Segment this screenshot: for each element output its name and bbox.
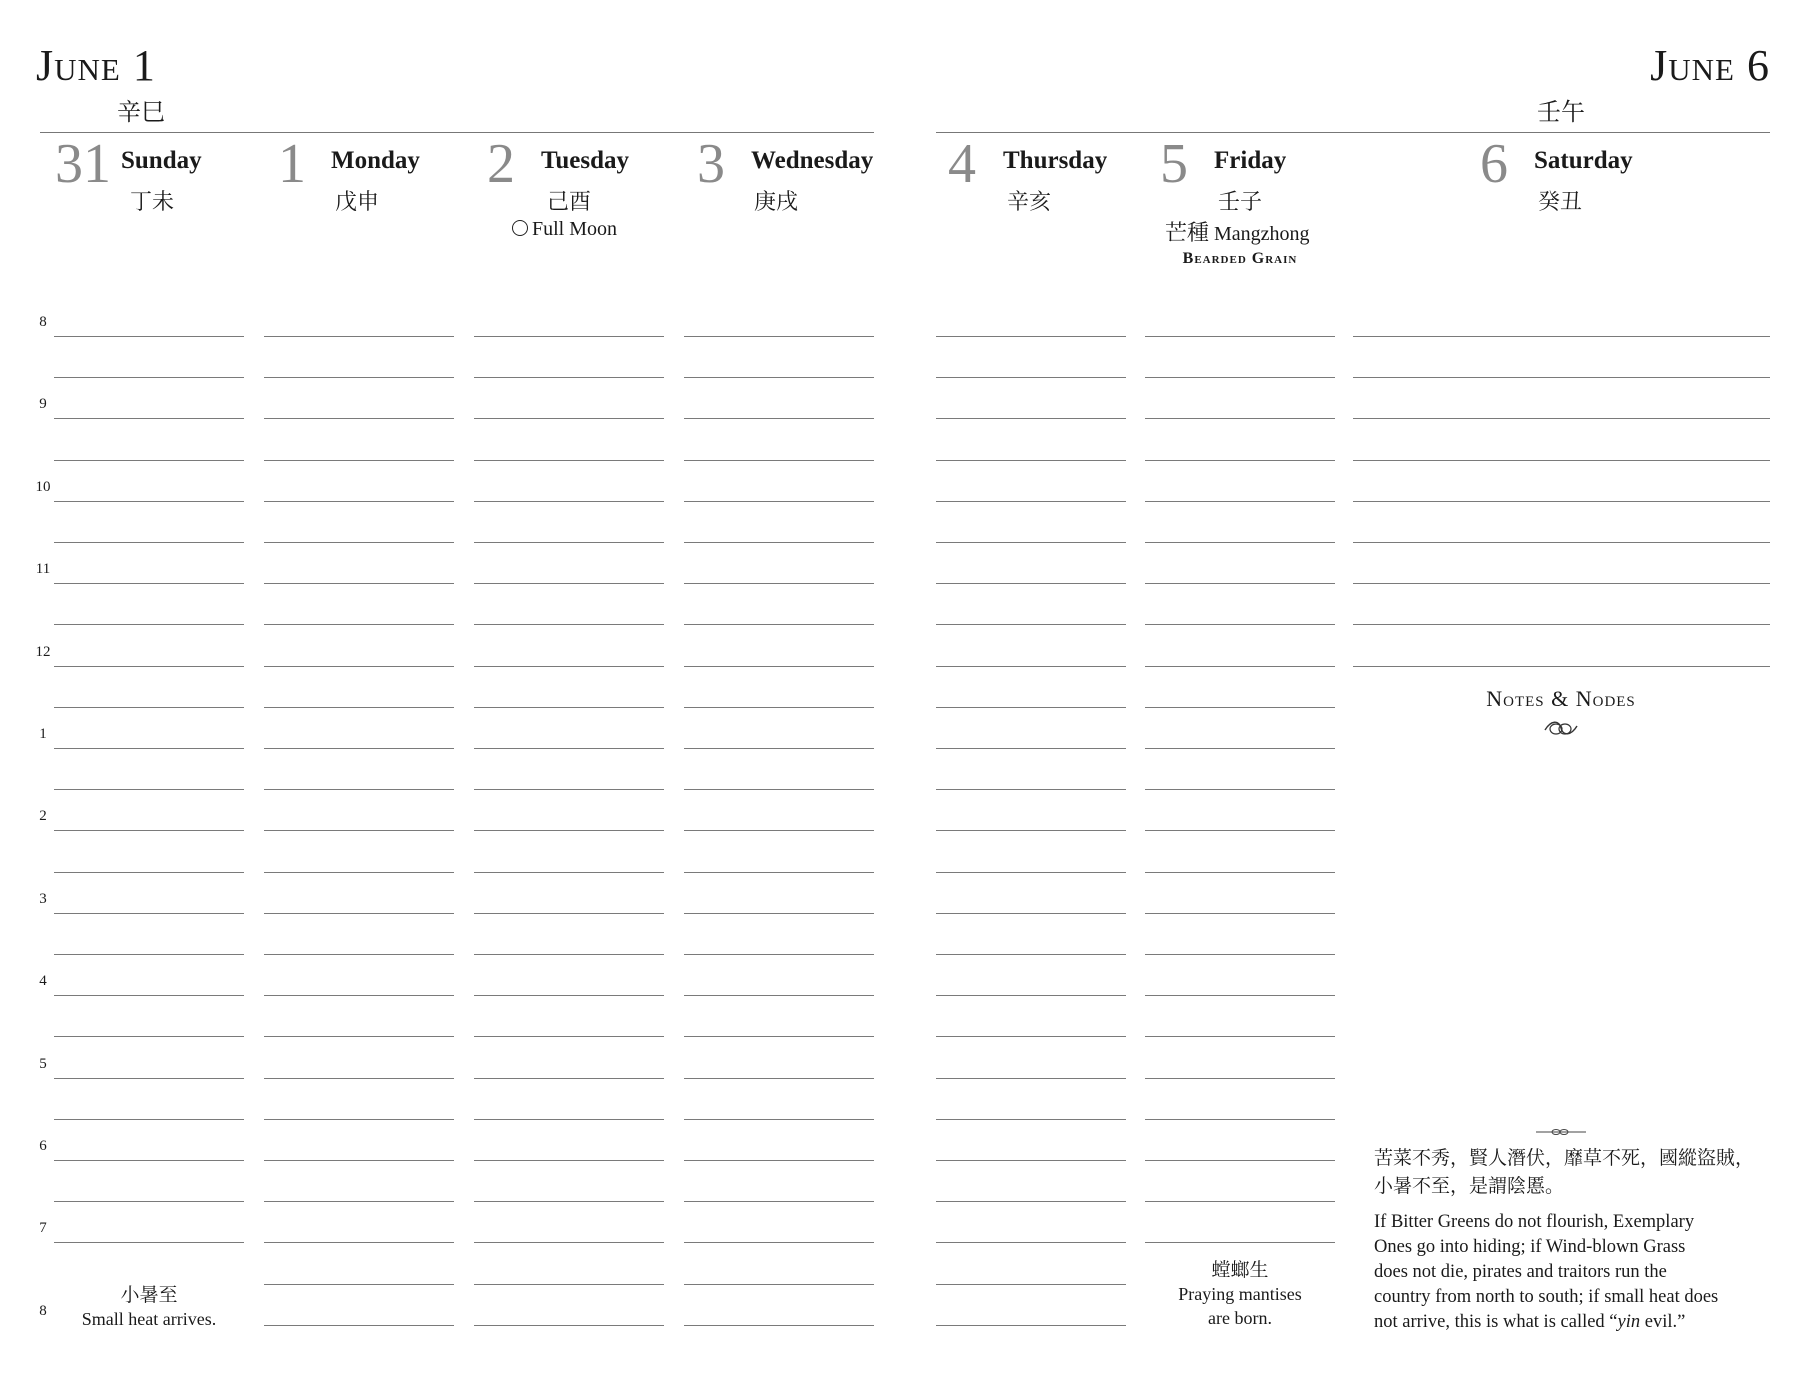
writing-line-monday[interactable] bbox=[264, 748, 454, 749]
writing-line-tuesday[interactable] bbox=[474, 1201, 664, 1202]
writing-line-friday[interactable] bbox=[1145, 1036, 1335, 1037]
writing-line-tuesday[interactable] bbox=[474, 583, 664, 584]
writing-line-wednesday[interactable] bbox=[684, 1201, 874, 1202]
left-page-ganzhi: 辛巳 bbox=[117, 98, 165, 126]
writing-line-tuesday[interactable] bbox=[474, 707, 664, 708]
writing-line-monday[interactable] bbox=[264, 583, 454, 584]
writing-line-saturday[interactable] bbox=[1353, 542, 1770, 543]
right-page-ganzhi: 壬午 bbox=[1537, 98, 1585, 126]
day-number: 3 bbox=[697, 133, 725, 195]
hour-label: 6 bbox=[39, 1138, 47, 1154]
hour-label: 5 bbox=[39, 1055, 47, 1072]
hour-label: 7 bbox=[39, 1220, 47, 1237]
writing-line-wednesday[interactable] bbox=[684, 1284, 874, 1285]
writing-line-wednesday[interactable] bbox=[684, 995, 874, 996]
writing-line-sunday[interactable] bbox=[54, 1242, 244, 1243]
writing-line-thursday[interactable] bbox=[936, 1284, 1126, 1285]
writing-line-monday[interactable] bbox=[264, 1284, 454, 1285]
writing-line-thursday[interactable] bbox=[936, 748, 1126, 749]
solar-term bbox=[1165, 216, 1310, 247]
writing-line-tuesday[interactable] bbox=[474, 1242, 664, 1243]
quote-en-line4: country from north to south; if small heat does bbox=[1374, 1287, 1719, 1307]
writing-line-tuesday[interactable] bbox=[474, 460, 664, 461]
friday-footer-en-line1: Praying mantises bbox=[1178, 1284, 1302, 1304]
hour-label: 10 bbox=[35, 478, 51, 495]
writing-line-sunday[interactable] bbox=[54, 1078, 244, 1079]
writing-line-tuesday[interactable] bbox=[474, 872, 664, 873]
writing-line-saturday[interactable] bbox=[1353, 583, 1770, 584]
writing-line-thursday[interactable] bbox=[936, 1160, 1126, 1161]
solar-term-zh: 芒種 bbox=[1165, 221, 1210, 246]
flourish-ornament-icon bbox=[1543, 718, 1579, 742]
writing-line-wednesday[interactable] bbox=[684, 707, 874, 708]
writing-line-thursday[interactable] bbox=[936, 1119, 1126, 1120]
writing-line-thursday[interactable] bbox=[936, 1078, 1126, 1079]
writing-line-thursday[interactable] bbox=[936, 542, 1126, 543]
writing-line-thursday[interactable] bbox=[936, 1242, 1126, 1243]
day-name: Tuesday bbox=[541, 147, 630, 174]
writing-line-tuesday[interactable] bbox=[474, 1119, 664, 1120]
writing-line-tuesday[interactable] bbox=[474, 377, 664, 378]
writing-line-tuesday[interactable] bbox=[474, 1325, 664, 1326]
right-page-title: June 6 bbox=[1650, 41, 1770, 90]
writing-line-saturday[interactable] bbox=[1353, 460, 1770, 461]
writing-line-saturday[interactable] bbox=[1353, 666, 1770, 667]
full-moon-label: Full Moon bbox=[532, 218, 618, 240]
quote-en-line3: does not die, pirates and traitors run the bbox=[1374, 1262, 1667, 1282]
writing-line-monday[interactable] bbox=[264, 460, 454, 461]
writing-line-sunday[interactable] bbox=[54, 501, 244, 502]
writing-line-friday[interactable] bbox=[1145, 1201, 1335, 1202]
writing-line-monday[interactable] bbox=[264, 377, 454, 378]
writing-line-wednesday[interactable] bbox=[684, 1325, 874, 1326]
day-ganzhi: 己酉 bbox=[547, 190, 592, 215]
hour-label: 8 bbox=[39, 1302, 47, 1319]
writing-line-friday[interactable] bbox=[1145, 377, 1335, 378]
quote-en-line5-yin: yin bbox=[1617, 1312, 1641, 1332]
friday-footer-zh: 螳螂生 bbox=[1211, 1259, 1269, 1281]
writing-line-sunday[interactable] bbox=[54, 1201, 244, 1202]
day-name: Thursday bbox=[1003, 147, 1108, 174]
writing-line-wednesday[interactable] bbox=[684, 501, 874, 502]
writing-line-tuesday[interactable] bbox=[474, 666, 664, 667]
writing-line-thursday[interactable] bbox=[936, 624, 1126, 625]
solar-term-subtitle: Bearded Grain bbox=[1182, 250, 1298, 267]
day-ganzhi: 辛亥 bbox=[1007, 190, 1052, 215]
writing-line-monday[interactable] bbox=[264, 624, 454, 625]
writing-line-wednesday[interactable] bbox=[684, 1160, 874, 1161]
quote-chinese bbox=[1374, 1144, 1774, 1200]
writing-line-thursday[interactable] bbox=[936, 954, 1126, 955]
writing-line-wednesday[interactable] bbox=[684, 913, 874, 914]
writing-line-sunday[interactable] bbox=[54, 542, 244, 543]
quote-english bbox=[1374, 1210, 1774, 1335]
writing-line-friday[interactable] bbox=[1145, 789, 1335, 790]
writing-line-friday[interactable] bbox=[1145, 1078, 1335, 1079]
writing-line-monday[interactable] bbox=[264, 501, 454, 502]
writing-line-friday[interactable] bbox=[1145, 418, 1335, 419]
writing-line-wednesday[interactable] bbox=[684, 460, 874, 461]
writing-line-thursday[interactable] bbox=[936, 1036, 1126, 1037]
sunday-footer-zh: 小暑至 bbox=[120, 1284, 178, 1306]
writing-line-thursday[interactable] bbox=[936, 583, 1126, 584]
writing-line-thursday[interactable] bbox=[936, 501, 1126, 502]
writing-line-thursday[interactable] bbox=[936, 830, 1126, 831]
writing-line-sunday[interactable] bbox=[54, 789, 244, 790]
sunday-footer-en: Small heat arrives. bbox=[81, 1309, 217, 1329]
writing-line-monday[interactable] bbox=[264, 954, 454, 955]
writing-line-friday[interactable] bbox=[1145, 336, 1335, 337]
writing-line-monday[interactable] bbox=[264, 1160, 454, 1161]
writing-line-wednesday[interactable] bbox=[684, 1242, 874, 1243]
writing-line-tuesday[interactable] bbox=[474, 1284, 664, 1285]
writing-line-monday[interactable] bbox=[264, 1242, 454, 1243]
writing-line-wednesday[interactable] bbox=[684, 748, 874, 749]
writing-line-monday[interactable] bbox=[264, 872, 454, 873]
writing-line-wednesday[interactable] bbox=[684, 1036, 874, 1037]
notes-title: Notes & Nodes bbox=[1486, 686, 1636, 711]
day-name: Saturday bbox=[1534, 147, 1633, 174]
right-header-rule bbox=[936, 132, 1770, 133]
writing-line-thursday[interactable] bbox=[936, 995, 1126, 996]
hour-label: 12 bbox=[35, 643, 51, 660]
writing-line-friday[interactable] bbox=[1145, 707, 1335, 708]
writing-line-tuesday[interactable] bbox=[474, 1160, 664, 1161]
writing-line-sunday[interactable] bbox=[54, 418, 244, 419]
quote-en-line5-c: evil.” bbox=[1640, 1312, 1686, 1332]
left-page-title: June 1 bbox=[36, 41, 156, 90]
writing-line-tuesday[interactable] bbox=[474, 954, 664, 955]
writing-line-tuesday[interactable] bbox=[474, 542, 664, 543]
writing-line-wednesday[interactable] bbox=[684, 583, 874, 584]
writing-line-tuesday[interactable] bbox=[474, 748, 664, 749]
quote-en-line5 bbox=[1374, 1310, 1774, 1335]
writing-line-monday[interactable] bbox=[264, 1078, 454, 1079]
writing-line-wednesday[interactable] bbox=[684, 666, 874, 667]
writing-line-monday[interactable] bbox=[264, 707, 454, 708]
writing-line-thursday[interactable] bbox=[936, 666, 1126, 667]
writing-line-thursday[interactable] bbox=[936, 1325, 1126, 1326]
writing-line-friday[interactable] bbox=[1145, 748, 1335, 749]
day-name: Wednesday bbox=[751, 147, 874, 174]
day-number: 31 bbox=[55, 133, 111, 195]
writing-line-wednesday[interactable] bbox=[684, 872, 874, 873]
writing-line-saturday[interactable] bbox=[1353, 336, 1770, 337]
friday-footer-en-line2: are born. bbox=[1208, 1308, 1272, 1328]
day-name: Monday bbox=[331, 147, 420, 174]
day-ganzhi: 庚戌 bbox=[754, 190, 799, 215]
full-moon-note bbox=[512, 218, 617, 241]
writing-line-monday[interactable] bbox=[264, 913, 454, 914]
day-ganzhi: 壬子 bbox=[1218, 190, 1263, 215]
writing-line-wednesday[interactable] bbox=[684, 542, 874, 543]
writing-line-friday[interactable] bbox=[1145, 954, 1335, 955]
writing-line-friday[interactable] bbox=[1145, 872, 1335, 873]
day-number: 1 bbox=[278, 133, 306, 195]
writing-line-tuesday[interactable] bbox=[474, 913, 664, 914]
writing-line-sunday[interactable] bbox=[54, 583, 244, 584]
quote-en-line1: If Bitter Greens do not flourish, Exemplary bbox=[1374, 1212, 1695, 1232]
writing-line-thursday[interactable] bbox=[936, 1201, 1126, 1202]
writing-line-sunday[interactable] bbox=[54, 460, 244, 461]
writing-line-sunday[interactable] bbox=[54, 1119, 244, 1120]
writing-line-friday[interactable] bbox=[1145, 1242, 1335, 1243]
writing-line-monday[interactable] bbox=[264, 995, 454, 996]
writing-line-monday[interactable] bbox=[264, 666, 454, 667]
writing-line-friday[interactable] bbox=[1145, 913, 1335, 914]
writing-line-sunday[interactable] bbox=[54, 748, 244, 749]
day-number: 2 bbox=[487, 133, 515, 195]
writing-line-tuesday[interactable] bbox=[474, 1078, 664, 1079]
writing-line-tuesday[interactable] bbox=[474, 995, 664, 996]
writing-line-thursday[interactable] bbox=[936, 913, 1126, 914]
day-ganzhi: 癸丑 bbox=[1538, 190, 1583, 215]
hour-label: 3 bbox=[39, 890, 47, 907]
writing-line-sunday[interactable] bbox=[54, 995, 244, 996]
writing-line-friday[interactable] bbox=[1145, 830, 1335, 831]
writing-line-sunday[interactable] bbox=[54, 872, 244, 873]
writing-line-monday[interactable] bbox=[264, 789, 454, 790]
hour-label: 4 bbox=[39, 973, 47, 990]
writing-line-wednesday[interactable] bbox=[684, 1119, 874, 1120]
writing-line-monday[interactable] bbox=[264, 1036, 454, 1037]
writing-line-wednesday[interactable] bbox=[684, 954, 874, 955]
writing-line-sunday[interactable] bbox=[54, 1036, 244, 1037]
quote-en-line2: Ones go into hiding; if Wind-blown Grass bbox=[1374, 1237, 1686, 1257]
friday-footer bbox=[1145, 1258, 1335, 1330]
writing-line-saturday[interactable] bbox=[1353, 624, 1770, 625]
day-number: 4 bbox=[948, 133, 976, 195]
writing-line-sunday[interactable] bbox=[54, 377, 244, 378]
day-number: 5 bbox=[1160, 133, 1188, 195]
writing-line-friday[interactable] bbox=[1145, 624, 1335, 625]
writing-line-monday[interactable] bbox=[264, 830, 454, 831]
day-number: 6 bbox=[1480, 133, 1508, 195]
hour-label: 1 bbox=[39, 726, 47, 742]
writing-line-saturday[interactable] bbox=[1353, 501, 1770, 502]
writing-line-tuesday[interactable] bbox=[474, 789, 664, 790]
writing-line-monday[interactable] bbox=[264, 542, 454, 543]
writing-line-thursday[interactable] bbox=[936, 418, 1126, 419]
writing-line-wednesday[interactable] bbox=[684, 336, 874, 337]
writing-line-friday[interactable] bbox=[1145, 583, 1335, 584]
hour-label: 9 bbox=[39, 396, 47, 413]
writing-line-sunday[interactable] bbox=[54, 707, 244, 708]
quote-zh-line1: 苦菜不秀，賢人潛伏，靡草不死，國縱盜賊， bbox=[1374, 1147, 1755, 1169]
day-ganzhi: 丁未 bbox=[130, 190, 175, 215]
writing-line-sunday[interactable] bbox=[54, 830, 244, 831]
writing-line-wednesday[interactable] bbox=[684, 624, 874, 625]
writing-line-friday[interactable] bbox=[1145, 1119, 1335, 1120]
writing-line-sunday[interactable] bbox=[54, 666, 244, 667]
writing-line-sunday[interactable] bbox=[54, 954, 244, 955]
hour-label: 11 bbox=[35, 561, 51, 578]
writing-line-tuesday[interactable] bbox=[474, 830, 664, 831]
writing-line-thursday[interactable] bbox=[936, 707, 1126, 708]
writing-line-thursday[interactable] bbox=[936, 460, 1126, 461]
writing-line-thursday[interactable] bbox=[936, 336, 1126, 337]
writing-line-monday[interactable] bbox=[264, 1201, 454, 1202]
writing-line-sunday[interactable] bbox=[54, 913, 244, 914]
writing-line-sunday[interactable] bbox=[54, 1160, 244, 1161]
writing-line-sunday[interactable] bbox=[54, 336, 244, 337]
writing-line-friday[interactable] bbox=[1145, 995, 1335, 996]
writing-line-saturday[interactable] bbox=[1353, 418, 1770, 419]
writing-line-thursday[interactable] bbox=[936, 789, 1126, 790]
writing-line-friday[interactable] bbox=[1145, 501, 1335, 502]
day-name: Friday bbox=[1214, 147, 1287, 174]
writing-line-monday[interactable] bbox=[264, 336, 454, 337]
writing-line-friday[interactable] bbox=[1145, 666, 1335, 667]
writing-line-monday[interactable] bbox=[264, 1119, 454, 1120]
writing-line-monday[interactable] bbox=[264, 1325, 454, 1326]
hour-label: 2 bbox=[39, 808, 47, 825]
day-ganzhi: 戊申 bbox=[335, 190, 380, 215]
writing-line-wednesday[interactable] bbox=[684, 418, 874, 419]
full-moon-circle-icon bbox=[512, 220, 528, 236]
writing-line-tuesday[interactable] bbox=[474, 501, 664, 502]
writing-line-friday[interactable] bbox=[1145, 460, 1335, 461]
writing-line-thursday[interactable] bbox=[936, 872, 1126, 873]
sunday-footer bbox=[54, 1283, 244, 1331]
quote-zh-line2: 小暑不至，是謂陰慝。 bbox=[1374, 1175, 1565, 1197]
writing-line-friday[interactable] bbox=[1145, 542, 1335, 543]
writing-line-tuesday[interactable] bbox=[474, 418, 664, 419]
writing-line-friday[interactable] bbox=[1145, 1160, 1335, 1161]
left-header-rule bbox=[40, 132, 874, 133]
divider-ornament-icon bbox=[1536, 1122, 1586, 1141]
writing-line-tuesday[interactable] bbox=[474, 1036, 664, 1037]
quote-en-line5-a: not arrive, this is what is called “ bbox=[1374, 1312, 1618, 1332]
writing-line-wednesday[interactable] bbox=[684, 789, 874, 790]
writing-line-saturday[interactable] bbox=[1353, 377, 1770, 378]
writing-line-thursday[interactable] bbox=[936, 377, 1126, 378]
writing-line-wednesday[interactable] bbox=[684, 830, 874, 831]
writing-line-tuesday[interactable] bbox=[474, 624, 664, 625]
day-name: Sunday bbox=[121, 147, 202, 174]
writing-line-sunday[interactable] bbox=[54, 624, 244, 625]
writing-line-wednesday[interactable] bbox=[684, 1078, 874, 1079]
hour-label: 8 bbox=[39, 314, 47, 330]
writing-line-tuesday[interactable] bbox=[474, 336, 664, 337]
writing-line-monday[interactable] bbox=[264, 418, 454, 419]
solar-term-en: Mangzhong bbox=[1214, 223, 1310, 245]
writing-line-wednesday[interactable] bbox=[684, 377, 874, 378]
